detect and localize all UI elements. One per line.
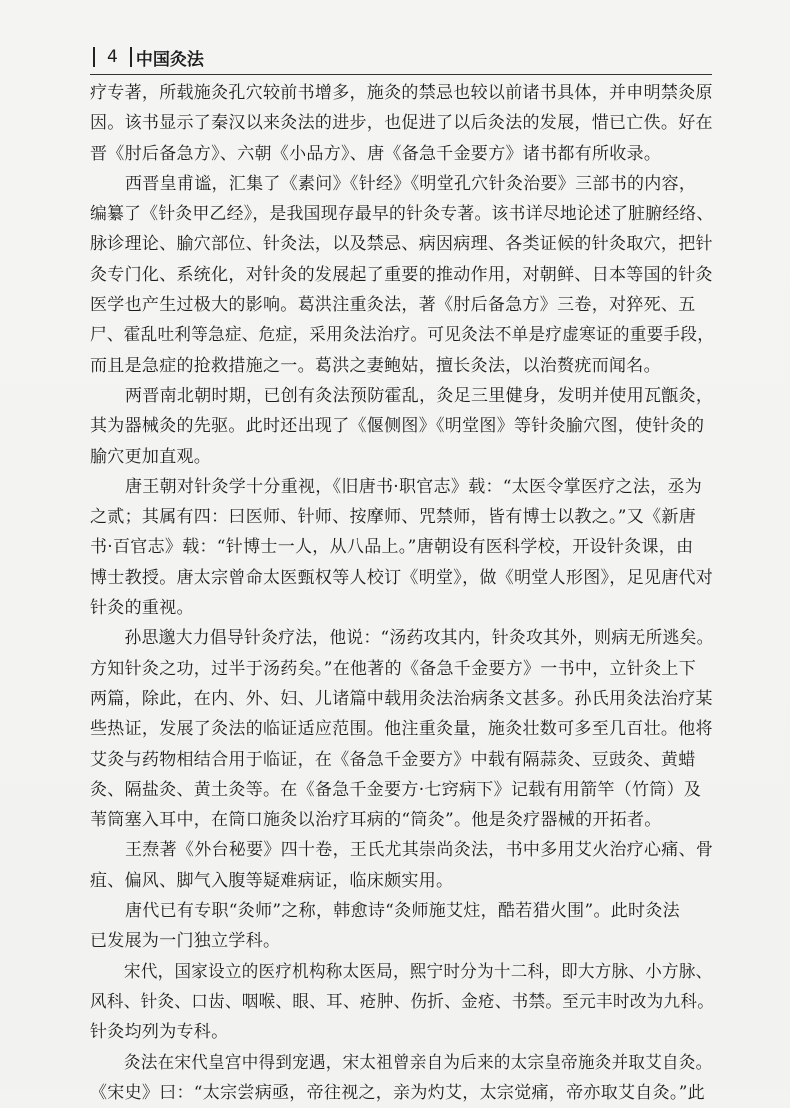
text-line: 艾灸与药物相结合用于临证，在《备急千金要方》中载有隔蒜灸、豆豉灸、黄蜡 [90,749,696,770]
text-line: 唐王朝对针灸学十分重视，《旧唐书·职官志》载：“太医令掌医疗之法，丞为 [125,476,703,497]
text-line: 博士教授。唐太宗曾命太医甄权等人校订《明堂》，做《明堂人形图》，足见唐代对 [90,567,714,588]
text-line: 疗专著，所载施灸孔穴较前书增多，施灸的禁忌也较以前诸书具体，并申明禁灸原 [90,83,713,103]
text-line: 唐代已有专职“灸师”之称，韩愈诗“灸师施艾炷，酷若猎火围”。此时灸法 [125,901,680,922]
text-line: 之贰；其属有四：曰医师、针师、按摩师、咒禁师，皆有博士以教之。”又《新唐 [90,507,696,528]
text-line: 而且是急症的抢救措施之一。葛洪之妻鲍姑，擅长灸法，以治赘疣而闻名。 [90,355,661,376]
text-line: 腧穴更加直观。 [90,446,212,467]
running-header [93,46,204,68]
text-line: 晋《肘后备急方》、六朝《小品方》、唐《备急千金要方》诸书都有所收录。 [90,143,662,164]
header-divider [130,47,132,67]
text-line: 灸法在宋代皇宫中得到宠遇，宋太祖曾亲自为后来的太宗皇帝施灸并取艾自灸。 [124,1052,713,1073]
text-line: 孙思邈大力倡导针灸疗法，他说：“汤药攻其内，针灸攻其外，则病无所逃矣。 [124,628,714,649]
text-line: 方知针灸之功，过半于汤药矣。”在他著的《备急千金要方》一书中，立针灸上下 [90,658,696,679]
text-line: 疽、偏风、脚气入腹等疑难病证，临床颇实用。 [90,870,454,891]
text-line: 两篇，除此，在内、外、妇、儿诸篇中载用灸法治病条文甚多。孙氏用灸法治疗某 [90,688,713,709]
text-line: 两晋南北朝时期，已创有灸法预防霍乱，灸足三里健身，发明并使用瓦甑灸， [125,385,714,406]
text-line: 因。该书显示了秦汉以来灸法的进步，也促进了以后灸法的发展，惜已亡佚。好在 [90,113,713,134]
book-title: 中国灸法 [135,49,204,70]
text-line: 灸、隔盐灸、黄土灸等。在《备急千金要方·七窍病下》记载有用箭竿（竹筒）及 [90,779,702,800]
text-line: 编纂了《针灸甲乙经》，是我国现存最早的针灸专著。该书详尽地论述了脏腑经络、 [90,204,714,225]
text-line: 苇筒塞入耳中，在筒口施灸以治疗耳病的“筒灸”。他是灸疗器械的开拓者。 [90,810,662,831]
text-line: 医学也产生过极大的影响。葛洪注重灸法，著《肘后备急方》三卷，对猝死、五 [90,295,696,316]
text-line: 针灸均列为专科。 [90,1022,229,1043]
text-line: 其为器械灸的先驱。此时还出现了《偃侧图》《明堂图》等针灸腧穴图，使针灸的 [90,416,705,437]
text-line: 灸专门化、系统化，对针灸的发展起了重要的推动作用，对朝鲜、日本等国的针灸 [90,264,713,285]
text-line: 已发展为一门独立学科。 [90,931,281,952]
text-line: 尸、霍乱吐利等急症、危症，采用灸法治疗。可见灸法不单是疗虚寒证的重要手段， [90,325,715,346]
text-line: 针灸的重视。 [90,598,194,619]
text-line: 脉诊理论、腧穴部位、针灸法，以及禁忌、病因病理、各类证候的针灸取穴，把针 [90,234,713,255]
text-line: 书·百官志》载：“针博士一人，从八品上。”唐朝设有医科学校，开设针灸课，由 [90,537,694,558]
text-line: 《宋史》曰：“太宗尝病亟，帝往视之，亲为灼艾，太宗觉痛，帝亦取艾自灸。”此 [90,1082,705,1103]
text-line: 西晋皇甫谧，汇集了《素问》《针经》《明堂孔穴针灸治要》三部书的内容， [125,173,697,194]
text-line: 些热证，发展了灸法的临证适应范围。他注重灸量，施灸壮数可多至几百壮。他将 [90,719,713,740]
page-number: 4 [107,47,118,67]
body-text [90,78,714,1108]
text-line: 王焘著《外台秘要》四十卷，王氏尤其崇尚灸法，书中多用艾火治疗心痛、骨 [125,840,714,861]
header-bar [93,47,95,67]
text-line: 宋代，国家设立的医疗机构称太医局，熙宁时分为十二科，即大方脉、小方脉、 [124,961,713,982]
text-line: 风科、针灸、口齿、咽喉、眼、耳、疮肿、伤折、金疮、书禁。至元丰时改为九科。 [90,991,715,1012]
header-rule [90,74,712,75]
